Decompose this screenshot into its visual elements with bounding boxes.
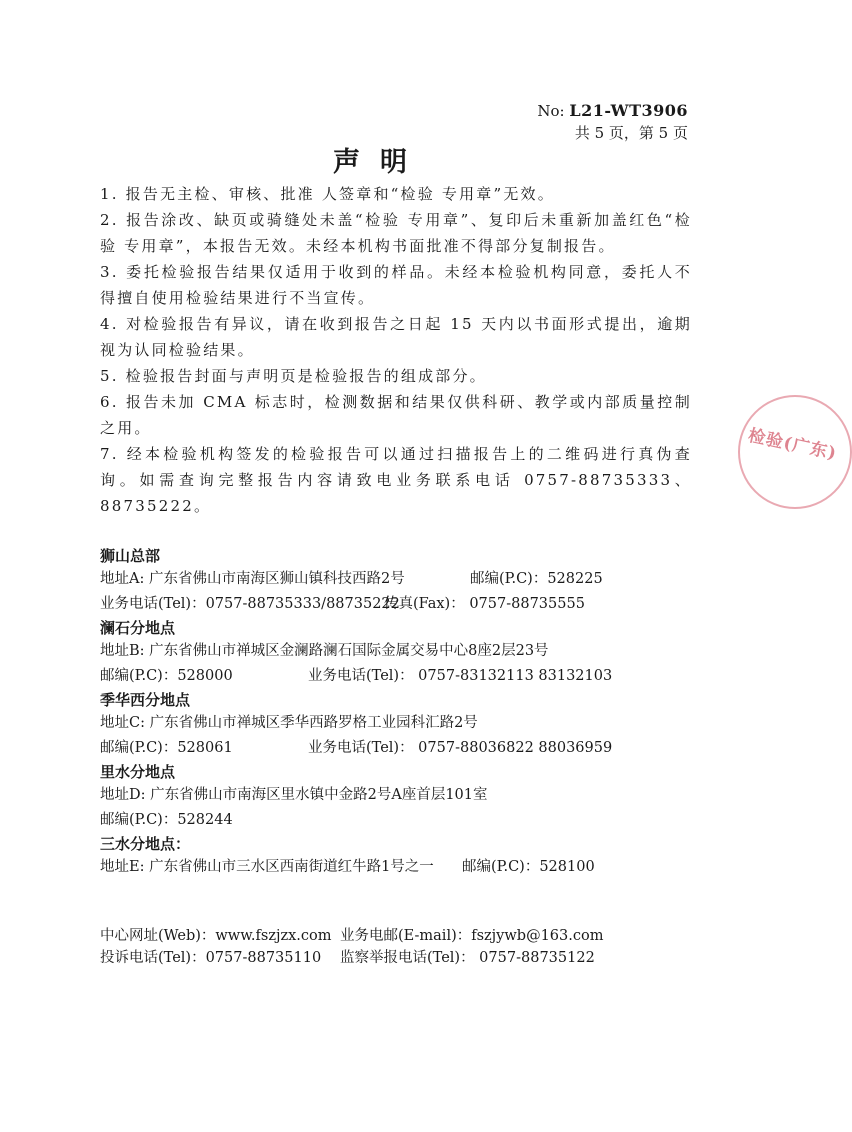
branch-postcode-jihuaxi: 邮编(P.C)：528061 [100, 740, 233, 756]
declaration-item-4: 4. 对检验报告有异议，请在收到报告之日起 15 天内以书面形式提出，逾期视为认同检验结果。 [100, 315, 692, 359]
branch-name-lishui: 里水分地点 [100, 763, 176, 781]
email-text: 业务电邮(E-mail)：fszjywb@163.com [340, 928, 604, 944]
supervision-phone-text: 监察举报电话(Tel)： 0757-88735122 [340, 950, 595, 966]
branch-address-lishui: 地址D: 广东省佛山市南海区里水镇中金路2号A座首层101室 [100, 787, 488, 803]
branch-name-jihuaxi: 季华西分地点 [100, 691, 191, 709]
branch-line [100, 664, 700, 689]
branch-phone-jihuaxi: 业务电话(Tel)： 0757-88036822 88036959 [308, 740, 613, 756]
branch-line [100, 808, 700, 833]
page-indicator: 共 5 页，第 5 页 [574, 124, 688, 142]
page-title: 声明 [333, 147, 427, 178]
branch-postcode-shishan: 邮编(P.C)：528225 [470, 571, 603, 587]
branch-fax-shishan: 传真(Fax)： 0757-88735555 [384, 596, 585, 612]
complaint-phone-text: 投诉电话(Tel)：0757-88735110 [100, 950, 322, 966]
declaration-item-5: 5. 检验报告封面与声明页是检验报告的组成部分。 [100, 367, 487, 385]
branch-line [100, 639, 700, 664]
branch-line [100, 736, 700, 761]
report-number-label: No: [537, 102, 565, 120]
branch-postcode-lishui: 邮编(P.C)：528244 [100, 812, 233, 828]
seal-stamp-text: 检验(广东) [746, 425, 839, 465]
branch-address-jihuaxi: 地址C: 广东省佛山市禅城区季华西路罗格工业园科汇路2号 [100, 715, 478, 731]
branch-postcode-lanshi: 邮编(P.C)：528000 [100, 668, 233, 684]
branch-name-sanshui: 三水分地点： [100, 835, 191, 853]
branch-line [100, 855, 700, 880]
branch-line [100, 567, 700, 592]
declaration-item-2: 2. 报告涂改、缺页或骑缝处未盖“检验 专用章”、复印后未重新加盖红色“检验 专用章”，本报告无效。未经本机构书面批准不得部分复制报告。 [100, 211, 692, 255]
declaration-item-7: 7. 经本检验机构签发的检验报告可以通过扫描报告上的二维码进行真伪查询。如需查询完整报告内容请致电业务联系电话 0757-88735333、88735222。 [100, 445, 692, 515]
branch-addresses [100, 545, 700, 880]
branch-address-shishan: 地址A: 广东省佛山市南海区狮山镇科技西路2号 [100, 571, 405, 587]
branch-phone-shishan: 业务电话(Tel)：0757-88735333/88735222 [100, 596, 400, 612]
branch-address-sanshui: 地址E: 广东省佛山市三水区西南街道红牛路1号之一 [100, 859, 434, 875]
branch-phone-lanshi: 业务电话(Tel)： 0757-83132113 83132103 [308, 668, 613, 684]
branch-line [100, 711, 700, 736]
branch-line [100, 783, 700, 808]
branch-name-lanshi: 澜石分地点 [100, 619, 176, 637]
declaration-item-1: 1. 报告无主检、审核、批准 人签章和“检验 专用章”无效。 [100, 185, 555, 203]
report-number [537, 101, 688, 121]
branch-line [100, 592, 700, 617]
branch-address-lanshi: 地址B: 广东省佛山市禅城区金澜路澜石国际金属交易中心8座2层23号 [100, 643, 549, 659]
declaration-item-6: 6. 报告未加 CMA 标志时，检测数据和结果仅供科研、教学或内部质量控制之用。 [100, 393, 692, 437]
report-number-value: L21-WT3906 [569, 101, 688, 120]
declaration-item-3: 3. 委托检验报告结果仅适用于收到的样品。未经本检验机构同意，委托人不得擅自使用检验结果进行不当宣传。 [100, 263, 692, 307]
branch-postcode-sanshui: 邮编(P.C)：528100 [462, 859, 595, 875]
declaration-list [100, 181, 692, 519]
website-text: 中心网址(Web)：www.fszjzx.com [100, 928, 332, 944]
branch-name-shishan: 狮山总部 [100, 547, 161, 565]
